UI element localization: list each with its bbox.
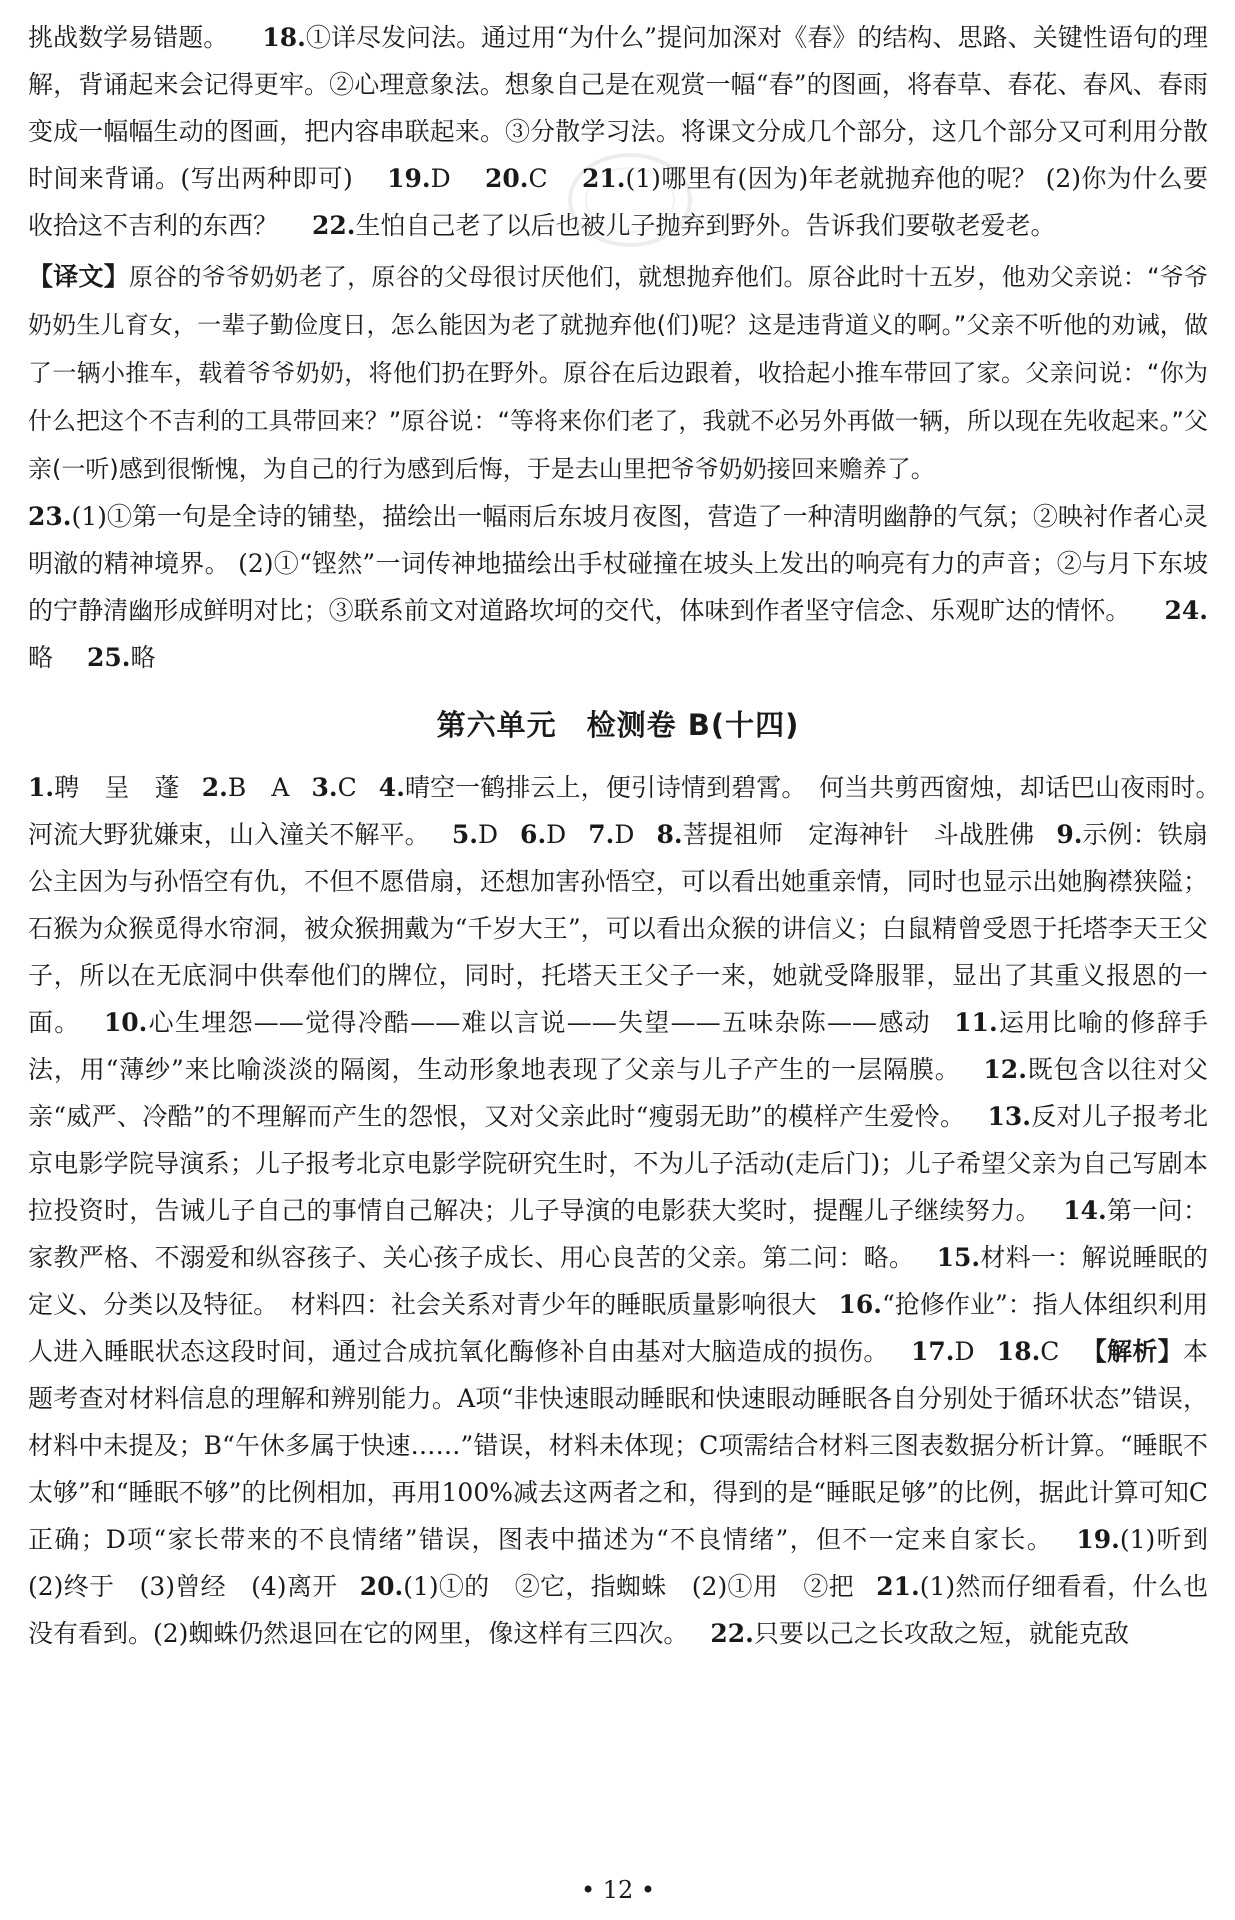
answer-22b: 只要以己之长攻敌之短，就能克敌 (753, 1619, 1129, 1648)
question-number-15: 15. (936, 1243, 981, 1272)
translation-label: 【译文】 (28, 262, 129, 291)
document-page (28, 14, 1234, 1904)
answer-14: 第一问：家教严格、不溺爱和纵容孩子、关心孩子成长、用心良苦的父亲。第二问：略。 (28, 1196, 1208, 1272)
section-title (28, 703, 1208, 744)
answer-block-top (28, 14, 1208, 249)
question-number-6: 6. (520, 820, 547, 849)
question-number-18: 18. (262, 23, 306, 52)
question-number-3: 3. (311, 773, 338, 802)
answer-2: B A (227, 773, 290, 802)
answer-block-main (28, 764, 1234, 1657)
answer-1: 聘 呈 蓬 (54, 773, 180, 802)
answer-16: “抢修作业”：指人体组织利用人进入睡眠状态这段时间，通过合成抗氧化酶修补自由基对大脑造成的损伤。 (28, 1290, 1208, 1366)
question-number-9: 9. (1056, 820, 1083, 849)
section-title-unit: 第六单元 (436, 708, 557, 742)
lead-text: 挑战数学易错题。 (28, 23, 229, 52)
question-number-16: 16. (838, 1290, 882, 1319)
answer-23: (1)①第一句是全诗的铺垫，描绘出一幅雨后东坡月夜图，营造了一种清明幽静的气氛；②映衬作者心灵明澈的精神境界。 (2)①“铿然”一词传神地描绘出手杖碰撞在坡头上发出的响亮有力的声音；②与月下东坡的宁静清幽形成鲜明对比；③联系前文对道路坎坷的交代，体味到作者坚守信念、乐观旷达的情怀。 (28, 502, 1208, 625)
answer-3: C (337, 773, 357, 802)
answer-19: D (430, 164, 451, 193)
answer-10: 心生埋怨——觉得冷酷——难以言说——失望——五味杂陈——感动 (147, 1008, 931, 1037)
question-number-12: 12. (983, 1055, 1027, 1084)
answer-5: D (477, 820, 498, 849)
answer-13: 反对儿子报考北京电影学院导演系；儿子报考北京电影学院研究生时，不为儿子活动(走后门)；儿子希望父亲为自己写剧本拉投资时，告诫儿子自己的事情自己解决；儿子导演的电影获大奖时，提醒儿子继续努力。 (28, 1102, 1208, 1225)
question-number-14: 14. (1063, 1196, 1107, 1225)
question-number-8: 8. (656, 820, 683, 849)
answer-block-23 (28, 493, 1208, 681)
question-number-19: 19. (387, 164, 431, 193)
question-number-18b: 18. (996, 1337, 1041, 1366)
question-number-19b: 19. (1076, 1525, 1120, 1554)
answer-17: D (954, 1337, 975, 1366)
answer-18b: C (1040, 1337, 1060, 1366)
answer-21: (1)哪里有(因为)年老就抛弃他的呢？ (2)你为什么要收拾这不吉利的东西？ (28, 164, 1209, 240)
answer-8: 菩提祖师 定海神针 斗战胜佛 (682, 820, 1035, 849)
translation-paragraph (28, 253, 1208, 493)
question-number-24: 24. (1164, 596, 1208, 625)
answer-7: D (614, 820, 635, 849)
page-number: • 12 • (580, 1876, 656, 1904)
translation-text: 原谷的爷爷奶奶老了，原谷的父母很讨厌他们，就想抛弃他们。原谷此时十五岁，他劝父亲说：“爷爷奶奶生儿育女，一辈子勤俭度日，怎么能因为老了就抛弃他(们)呢？这是违背道义的啊。”父亲不听他的劝诫，做了一辆小推车，载着爷爷奶奶，将他们扔在野外。原谷在后边跟着，收拾起小推车带回了家。父亲问说：“你为什么把这个不吉利的工具带回来？”原谷说：“等将来你们老了，我就不必另外再做一辆，所以现在先收起来。”父亲(一听)感到很惭愧，为自己的行为感到后悔，于是去山里把爷爷奶奶接回来赡养了。 (28, 263, 1208, 483)
question-number-22b: 22. (710, 1619, 754, 1648)
question-number-4: 4. (378, 773, 405, 802)
question-number-22: 22. (311, 211, 356, 240)
question-number-25: 25. (86, 643, 131, 672)
answer-11: 运用比喻的修辞手法，用“薄纱”来比喻淡淡的隔阂，生动形象地表现了父亲与儿子产生的一层隔膜。 (28, 1008, 1208, 1084)
answer-20: C (528, 164, 548, 193)
analysis-text: 本题考查对材料信息的理解和辨别能力。A项“非快速眼动睡眠和快速眼动睡眠各自分别处于循环状态”错误，材料中未提及；B“午休多属于快速……”错误，材料未体现；C项需结合材料三图表数据分析计算。“睡眠不太够”和“睡眠不够”的比例相加，再用100%减去这两者之和，得到的是“睡眠足够”的比例，据此计算可知C正确；D项“家长带来的不良情绪”错误，图表中描述为“不良情绪”，但不一定来自家长。 (28, 1337, 1208, 1554)
question-number-2: 2. (201, 773, 228, 802)
question-number-1: 1. (28, 773, 55, 802)
answer-21b: (1)然而仔细看看，什么也没有看到。(2)蜘蛛仍然退回在它的网里，像这样有三四次。 (28, 1572, 1209, 1648)
answer-18: ①详尽发问法。通过用“为什么”提问加深对《春》的结构、思路、关键性语句的理解，背诵起来会记得更牢。②心理意象法。想象自己是在观赏一幅“春”的图画，将春草、春花、春风、春雨变成一幅幅生动的图画，把内容串联起来。③分散学习法。将课文分成几个部分，这几个部分又可利用分散时间来背诵。(写出两种即可) (28, 23, 1208, 193)
answer-22: 生怕自己老了以后也被儿子抛弃到野外。告诉我们要敬老爱老。 (355, 211, 1056, 240)
question-number-20b: 20. (359, 1572, 404, 1601)
question-number-23: 23. (28, 502, 72, 531)
question-number-21: 21. (582, 164, 626, 193)
question-number-13: 13. (987, 1102, 1031, 1131)
answer-12: 既包含以往对父亲“威严、冷酷”的不理解而产生的怨恨，又对父亲此时“瘦弱无助”的模样产生爱怜。 (28, 1055, 1208, 1131)
analysis-label: 【解析】 (1081, 1337, 1183, 1366)
answer-24: 略 (28, 643, 54, 672)
answer-9: 示例：铁扇公主因为与孙悟空有仇，不但不愿借扇，还想加害孙悟空，可以看出她重亲情，同时也显示出她胸襟狭隘；石猴为众猴觅得水帘洞，被众猴拥戴为“千岁大王”，可以看出众猴的讲信义；白鼠精曾受恩于托塔李天王父子，所以在无底洞中供奉他们的牌位，同时，托塔天王父子一来，她就受降服罪，显出了其重义报恩的一面。 (28, 820, 1208, 1037)
question-number-17: 17. (910, 1337, 955, 1366)
question-number-5: 5. (451, 820, 478, 849)
question-number-11: 11. (954, 1008, 998, 1037)
question-number-21b: 21. (876, 1572, 920, 1601)
answer-19b: (1)听到 (2)终于 (3)曾经 (4)离开 (28, 1525, 1234, 1601)
answer-6: D (546, 820, 567, 849)
answer-4: 晴空一鹤排云上，便引诗情到碧霄。 何当共剪西窗烛，却话巴山夜雨时。 河流大野犹嫌束，山入潼关不解平。 (28, 773, 1233, 849)
answer-20b: (1)①的 ②它，指蜘蛛 (2)①用 ②把 (403, 1572, 854, 1601)
answer-15: 材料一：解说睡眠的定义、分类以及特征。 材料四：社会关系对青少年的睡眠质量影响很大 (28, 1243, 1208, 1319)
question-number-7: 7. (588, 820, 615, 849)
answer-25: 略 (130, 643, 156, 672)
section-title-test: 检测卷 B(十四) (586, 708, 800, 742)
question-number-20: 20. (485, 164, 529, 193)
question-number-10: 10. (103, 1008, 148, 1037)
